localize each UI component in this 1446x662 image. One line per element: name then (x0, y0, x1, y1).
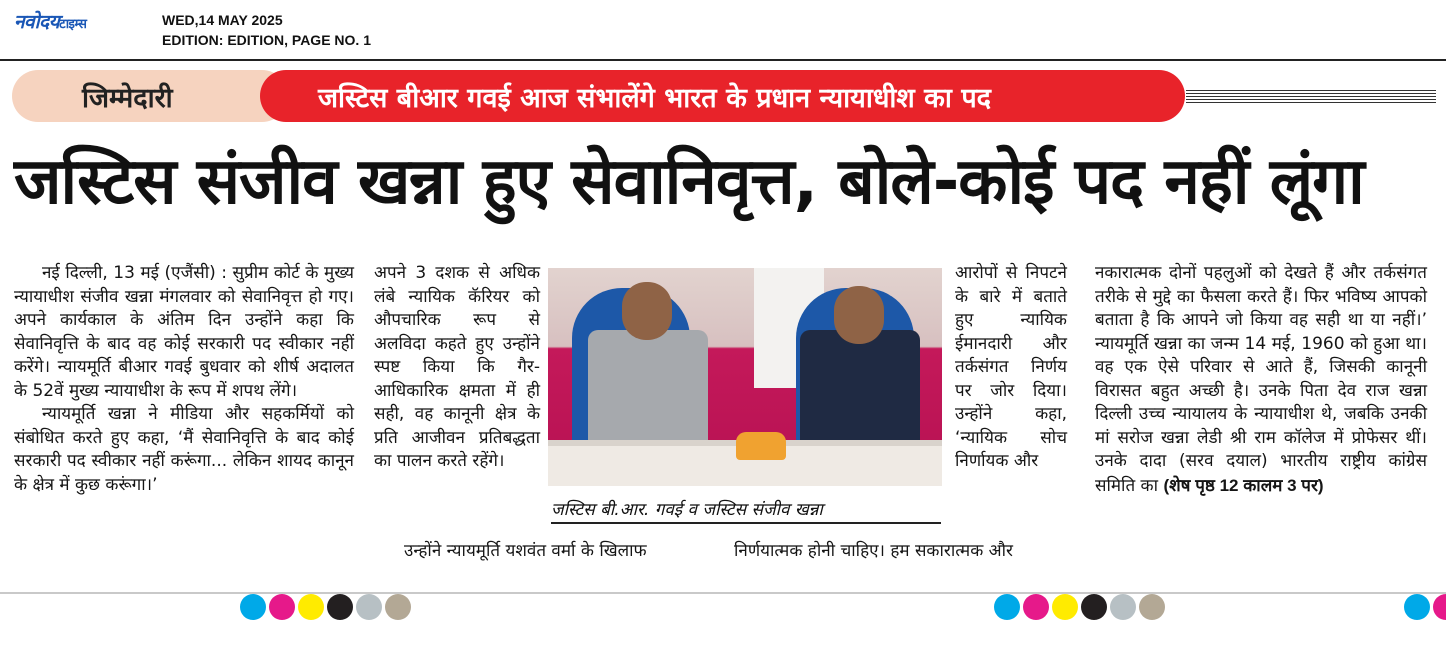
masthead-bar (0, 0, 1446, 58)
newspaper-logo[interactable] (14, 8, 86, 34)
registration-marks-left (240, 594, 411, 620)
person-right (800, 330, 920, 446)
flower-arrangement (736, 432, 786, 460)
article-column-3 (955, 262, 1067, 474)
registration-marks-right (994, 594, 1165, 620)
registration-dot (269, 594, 295, 620)
edition-info (162, 10, 371, 50)
person-right-head (834, 286, 884, 344)
photo-caption: जस्टिस बी.आर. गवई व जस्टिस संजीव खन्ना (551, 496, 941, 524)
registration-dot (1433, 594, 1446, 620)
column-2-last-line: उन्होंने न्यायमूर्ति यशवंत वर्मा के खिलाफ (404, 541, 647, 561)
registration-dot (1139, 594, 1165, 620)
main-headline: जस्टिस संजीव खन्ना हुए सेवानिवृत्त, बोले-कोई पद नहीं लूंगा (14, 145, 1364, 219)
registration-dot (1404, 594, 1430, 620)
paragraph (1095, 262, 1427, 498)
registration-dot (240, 594, 266, 620)
article-column-4 (1095, 262, 1427, 498)
logo-main: नवोदय (14, 11, 60, 33)
continued-link[interactable]: (शेष पृष्ठ 12 कालम 3 पर) (1163, 475, 1324, 495)
registration-dot (327, 594, 353, 620)
strap-headline: जस्टिस बीआर गवई आज संभालेंगे भारत के प्रधान न्यायाधीश का पद (260, 70, 1185, 122)
registration-dot (1052, 594, 1078, 620)
news-photo[interactable] (548, 268, 942, 486)
registration-dot (1023, 594, 1049, 620)
section-tag: जिम्मेदारी (12, 70, 288, 122)
paragraph: आरोपों से निपटने के बारे में बताते हुए न्यायिक ईमानदारी और तर्कसंगत निर्णय पर जोर दिया। उन्होंने कहा, ‘न्यायिक सोच निर्णायक और (955, 263, 1067, 471)
registration-dot (1110, 594, 1136, 620)
person-left-head (622, 282, 672, 340)
edition-page: EDITION: EDITION, PAGE NO. 1 (162, 32, 371, 48)
footer-divider (0, 592, 1446, 594)
registration-dot (356, 594, 382, 620)
article-column-1 (14, 262, 354, 497)
paragraph: अपने 3 दशक से अधिक लंबे न्यायिक कॅरियर को औपचारिक रूप से अलविदा कहते हुए उन्होंने स्पष्ट किया कि गैर-आधिकारिक क्षमता में ही सही, वह कानूनी क्षेत्र के प्रति आजीवन प्रतिबद्धता का पालन करते रहेंगे। (374, 263, 540, 471)
logo-sub: टाइम्स (59, 17, 87, 32)
paragraph: न्यायमूर्ति खन्ना ने मीडिया और सहकर्मियों को संबोधित करते हुए कहा, ‘मैं सेवानिवृत्ति के बाद कोई सरकारी पद स्वीकार नहीं करूंगा... लेकिन शायद कानून के क्षेत्र में कुछ करूंगा।’ (14, 404, 354, 495)
column-3-last-line: निर्णयात्मक होनी चाहिए। हम सकारात्मक और (734, 541, 1013, 561)
registration-dot (994, 594, 1020, 620)
registration-marks-edge (1404, 594, 1446, 620)
registration-dot (298, 594, 324, 620)
kicker-row (12, 68, 1432, 124)
paragraph-text: नकारात्मक दोनों पहलुओं को देखते हैं और तर्कसंगत तरीके से मुद्दे का फैसला करते हैं। फिर भविष्य आपको बताता है कि आपने जो किया वह सही था या नहीं।’ न्यायमूर्ति खन्ना का जन्म 14 मई, 1960 को हुआ था। वह एक ऐसे परिवार से आते हैं, जिसकी कानूनी विरासत बहुत अच्छी है। उनके पिता देव राज खन्ना दिल्ली उच्च न्यायालय के न्यायाधीश थे, जबकि उनकी मां सरोज खन्ना लेडी श्री राम कॉलेज में प्रोफेसर थीं। उनके दादा (सरव दयाल) भारतीय राष्ट्रीय कांग्रेस समिति का (1095, 263, 1427, 496)
registration-dot (1081, 594, 1107, 620)
registration-dot (385, 594, 411, 620)
strap-rule-lines (1186, 90, 1436, 104)
issue-date: WED,14 MAY 2025 (162, 12, 283, 28)
paragraph: नई दिल्ली, 13 मई (एजैंसी) : सुप्रीम कोर्ट के मुख्य न्यायाधीश संजीव खन्ना मंगलवार को सेवानिवृत्त हो गए। अपने कार्यकाल के अंतिम दिन उन्होंने कहा कि सेवानिवृत्ति के बाद वह कोई सरकारी पद स्वीकार नहीं करेंगे। न्यायमूर्ति बीआर गवई बुधवार को शीर्ष अदालत के 52वें मुख्य न्यायाधीश के रूप में शपथ लेंगे। (14, 263, 354, 401)
person-left (588, 330, 708, 446)
top-divider (0, 59, 1446, 61)
article-column-2 (374, 262, 540, 474)
